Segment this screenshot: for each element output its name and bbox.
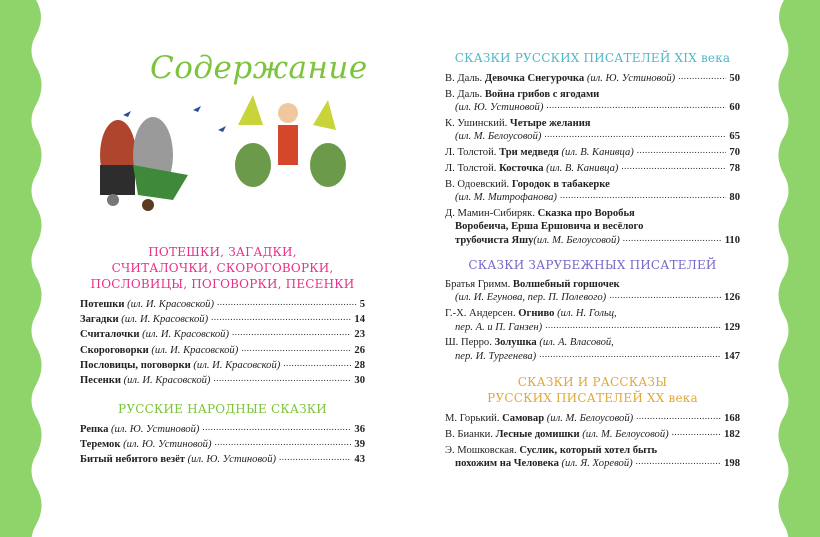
author-name: Братья Гримм. — [445, 279, 513, 290]
entry-line — [445, 350, 740, 363]
author-name: К. Ушинский. — [445, 118, 510, 129]
page-number: 28 — [354, 359, 365, 371]
section-heading-line: РУССКИЕ НАРОДНЫЕ СКАЗКИ — [118, 402, 327, 416]
author-name: Э. Мошковская. — [445, 444, 520, 456]
entry-line — [445, 428, 740, 441]
illustrator-credit: (ил. М. Митрофанова) — [455, 192, 557, 204]
story-title: Огниво — [518, 308, 558, 320]
page-number: 198 — [724, 458, 740, 469]
illustrator-credit: (ил. Я. Хоревой) — [561, 458, 633, 469]
author-name: Д. Мамин-Сибиряк. — [445, 208, 538, 219]
illustrator-credit: (ил. Ю. Устиновой) — [455, 102, 544, 114]
fairy-tale-characters-illustration — [78, 95, 368, 215]
illustrator-credit: (ил. М. Белоусовой) — [455, 131, 542, 143]
dot-leader — [232, 325, 351, 340]
story-title: Война грибов с ягодами — [484, 88, 600, 100]
illustrator-credit: (ил. Н. Гольц, — [557, 308, 617, 320]
author-name: В. Бианки. — [445, 428, 496, 440]
author-name: М. Горький. — [445, 413, 503, 424]
contents-entry[interactable] — [80, 452, 365, 467]
illustrator-credit: (ил. Ю. Устиновой) — [123, 439, 212, 451]
page-number: 126 — [724, 292, 740, 304]
story-title: Песенки — [80, 375, 124, 387]
contents-entry[interactable] — [445, 412, 740, 425]
section-heading — [80, 244, 365, 292]
dot-leader — [211, 310, 351, 325]
illustrator-credit: (ил. А. Власовой, — [539, 337, 614, 349]
entry-line — [80, 373, 365, 388]
page-number: 36 — [354, 424, 365, 435]
story-title: трубочиста Яшу — [455, 234, 534, 246]
dot-leader — [539, 348, 721, 361]
author-name: В. Даль. — [445, 73, 485, 84]
contents-entry[interactable] — [445, 307, 740, 334]
illustrator-credit: пер. А. и П. Ганзен) — [455, 321, 543, 333]
contents-entry[interactable] — [445, 207, 740, 247]
dot-leader — [678, 70, 726, 83]
section-heading-line: СКАЗКИ ЗАРУБЕЖНЫХ ПИСАТЕЛЕЙ — [468, 258, 717, 272]
contents-list — [80, 422, 365, 468]
page-number: 23 — [354, 329, 365, 341]
contents-entry[interactable] — [445, 278, 740, 305]
author-name: Л. Толстой. — [445, 163, 500, 174]
story-title: Суслик, который хотел быть — [519, 444, 658, 456]
illustrator-credit: (ил. И. Красовской) — [121, 314, 209, 326]
section-heading — [445, 50, 740, 66]
contents-entry[interactable] — [445, 444, 740, 471]
illustrator-credit: (ил. Ю. Устиновой) — [111, 424, 200, 435]
illustrator-credit: (ил. Ю. Устиновой) — [586, 73, 676, 84]
page-number: 129 — [724, 321, 740, 333]
dot-leader — [217, 295, 357, 310]
page-title: Содержание — [150, 50, 368, 86]
dot-leader — [279, 450, 351, 465]
illustrator-credit: (ил. И. Красовской) — [123, 375, 211, 387]
story-title: Три медведя — [499, 147, 562, 159]
dot-leader — [202, 420, 351, 435]
page-number: 26 — [354, 344, 365, 356]
contents-list — [80, 297, 365, 388]
story-title: Лесные домишки — [495, 428, 583, 440]
entry-line — [445, 130, 740, 143]
page-number: 65 — [729, 131, 740, 143]
section-heading — [80, 401, 365, 417]
page-number: 182 — [724, 428, 740, 440]
contents-list — [445, 412, 740, 473]
story-title: Теремок — [80, 439, 124, 451]
illustrator-credit: (ил. И. Красовской) — [142, 329, 229, 341]
author-name: Ш. Перро. — [445, 337, 495, 349]
story-title: Самовар — [502, 413, 547, 424]
section-heading-line: СКАЗКИ И РАССКАЗЫ — [517, 375, 668, 389]
story-title: Городок в табакерке — [511, 178, 610, 190]
story-title: Скороговорки — [80, 344, 152, 356]
story-title: Волшебный горшочек — [512, 279, 620, 290]
page-number: 168 — [724, 413, 740, 424]
story-title: Косточка — [499, 163, 547, 174]
contents-entry[interactable] — [445, 146, 740, 159]
story-title: Загадки — [80, 314, 122, 326]
contents-entry[interactable] — [445, 336, 740, 363]
entry-line — [445, 101, 740, 114]
contents-entry[interactable] — [445, 117, 740, 144]
dot-leader — [637, 144, 727, 157]
story-title: похожим на Человека — [455, 458, 562, 469]
page-number: 80 — [729, 192, 740, 204]
section-heading-line: ПОСЛОВИЦЫ, ПОГОВОРКИ, ПЕСЕНКИ — [90, 277, 355, 291]
story-title: Репка — [80, 424, 112, 435]
story-title: Считалочки — [80, 329, 143, 341]
page-number: 30 — [354, 375, 365, 387]
illustrator-credit: (ил. И. Красовской) — [151, 344, 239, 356]
story-title: Четыре желания — [509, 118, 591, 129]
contents-list — [445, 72, 740, 250]
page-number: 147 — [724, 350, 740, 362]
author-name: Л. Толстой. — [445, 147, 500, 159]
entry-line — [445, 412, 740, 425]
illustrator-credit: (ил. В. Канивца) — [561, 147, 634, 159]
dot-leader — [546, 99, 726, 112]
dot-leader — [623, 232, 722, 245]
dot-leader — [545, 319, 721, 332]
entry-line — [445, 162, 740, 175]
entry-line — [445, 234, 740, 247]
illustrator-credit: (ил. М. Белоусовой) — [546, 413, 634, 424]
contents-list — [445, 278, 740, 366]
page-number: 70 — [729, 147, 740, 159]
dot-leader — [544, 128, 726, 141]
page-number: 14 — [354, 314, 365, 326]
author-name: В. Одоевский. — [445, 178, 512, 190]
contents-entry[interactable] — [445, 88, 740, 115]
entry-line — [445, 207, 740, 220]
illustrator-credit: (ил. И. Егунова, пер. П. Полевого) — [455, 292, 607, 304]
dot-leader — [621, 160, 726, 173]
entry-line — [445, 72, 740, 85]
page-number: 39 — [354, 439, 365, 451]
story-title: Битый небитого везёт — [80, 454, 188, 466]
dot-leader — [609, 289, 721, 302]
illustrator-credit: (ил. Ю. Устиновой) — [187, 454, 277, 466]
section-heading — [445, 257, 740, 273]
contents-entry[interactable] — [80, 373, 365, 388]
illustrator-credit: (ил. М. Белоусовой) — [533, 234, 620, 246]
entry-line — [445, 457, 740, 470]
story-title: Золушка — [494, 337, 540, 349]
dot-leader — [560, 189, 726, 202]
entry-line — [80, 452, 365, 467]
section-heading-line: СЧИТАЛОЧКИ, СКОРОГОВОРКИ, — [111, 261, 334, 275]
illustrator-credit: (ил. И. Красовской) — [193, 359, 281, 371]
entry-line — [445, 146, 740, 159]
entry-line — [445, 291, 740, 304]
section-heading-line: ПОТЕШКИ, ЗАГАДКИ, — [148, 245, 297, 259]
entry-line — [445, 191, 740, 204]
page-number: 78 — [729, 163, 740, 174]
illustrator-credit: (ил. И. Красовской) — [127, 299, 214, 310]
dot-leader — [636, 455, 721, 468]
section-heading — [445, 374, 740, 406]
page-number: 110 — [724, 234, 740, 246]
dot-leader — [214, 435, 351, 450]
page-number: 5 — [359, 299, 365, 310]
author-name: В. Даль. — [445, 88, 485, 100]
story-title: Воробеича, Ерша Ершовича и весёлого — [455, 221, 644, 233]
illustrator-credit: (ил. В. Канивца) — [546, 163, 619, 174]
author-name: Г.-Х. Андерсен. — [445, 308, 519, 320]
illustrator-credit: пер. И. Тургенева) — [455, 350, 537, 362]
story-title: Сказка про Воробья — [537, 208, 635, 219]
page-number: 43 — [354, 454, 365, 466]
page-number: 60 — [729, 102, 740, 114]
contents-entry[interactable] — [445, 162, 740, 175]
illustrator-credit: (ил. М. Белоусовой) — [582, 428, 669, 440]
dot-leader — [241, 341, 351, 356]
contents-entry[interactable] — [445, 178, 740, 205]
section-heading-line: СКАЗКИ РУССКИХ ПИСАТЕЛЕЙ XIX века — [454, 51, 731, 65]
story-title: Потешки — [80, 299, 128, 310]
dot-leader — [283, 356, 351, 371]
dot-leader — [636, 410, 721, 423]
section-heading-line: РУССКИХ ПИСАТЕЛЕЙ XX века — [487, 391, 698, 405]
story-title: Пословицы, поговорки — [80, 359, 194, 371]
page-number: 50 — [729, 73, 740, 84]
contents-entry[interactable] — [445, 428, 740, 441]
dot-leader — [672, 426, 721, 439]
story-title: Девочка Снегурочка — [484, 73, 587, 84]
contents-entry[interactable] — [445, 72, 740, 85]
dot-leader — [213, 371, 351, 386]
entry-line — [445, 321, 740, 334]
